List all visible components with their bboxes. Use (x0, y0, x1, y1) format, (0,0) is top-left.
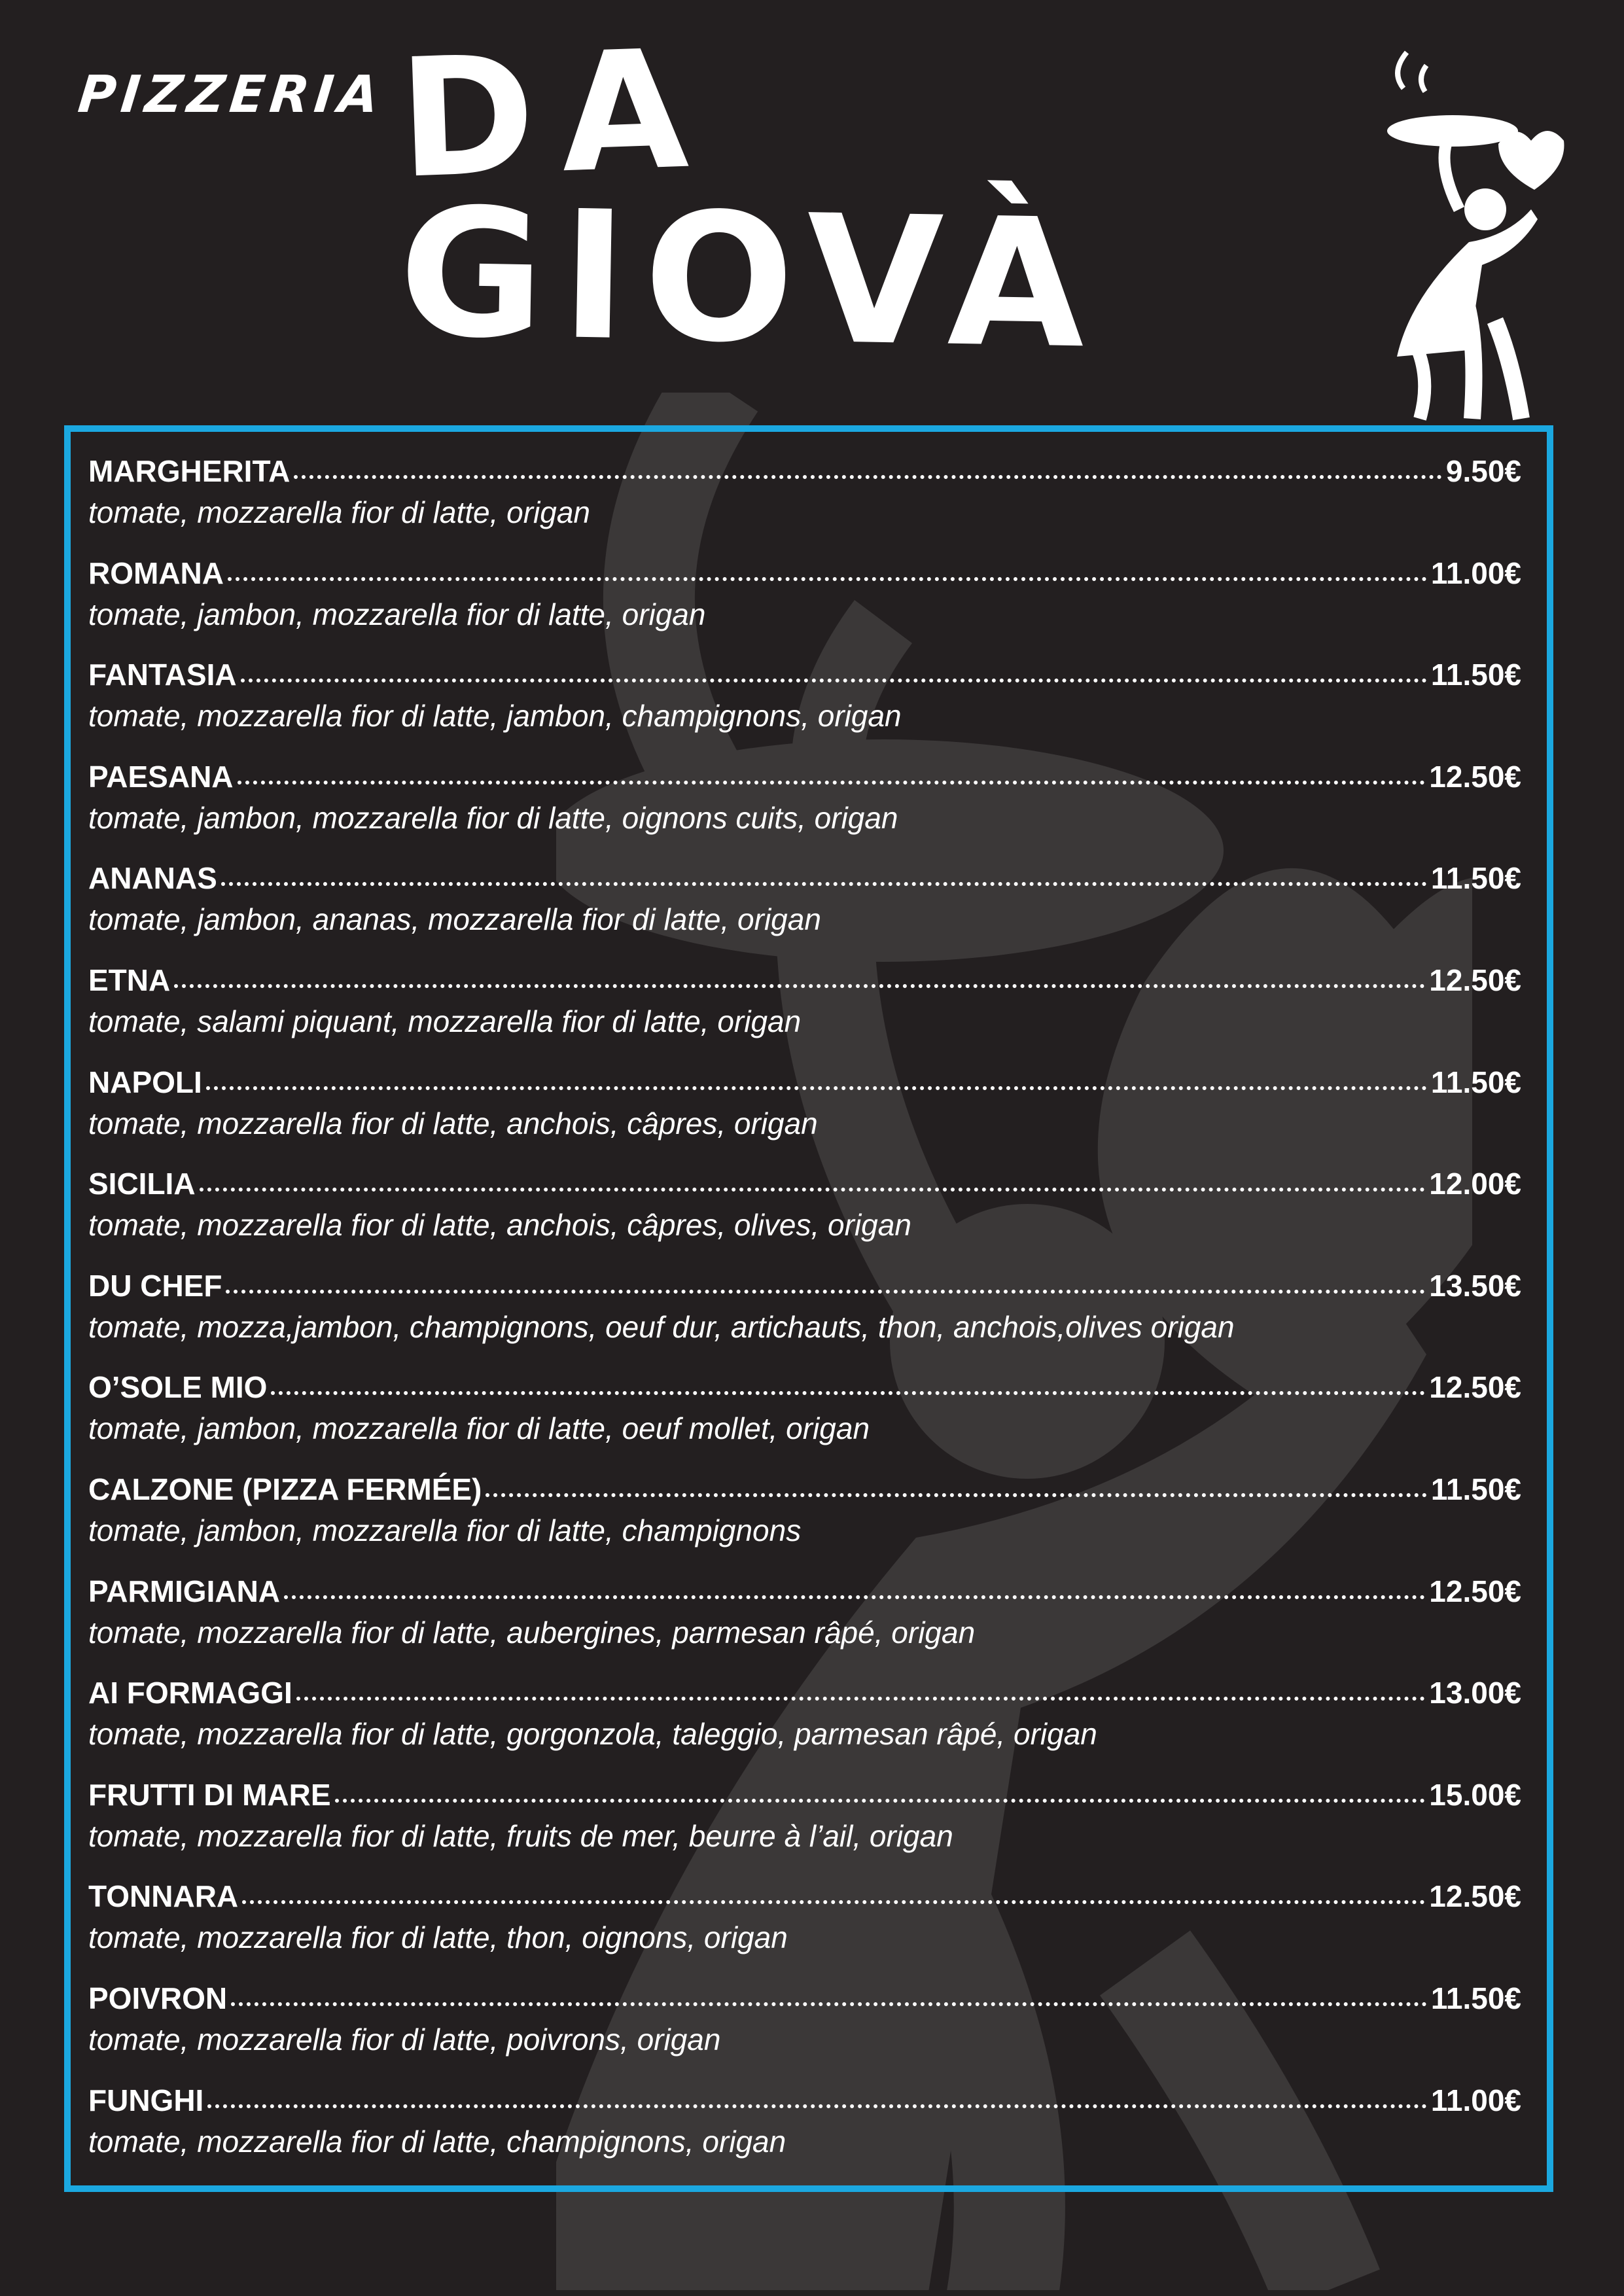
menu-item (88, 1369, 1528, 1472)
dot-leader (228, 577, 1427, 581)
dot-leader (485, 1493, 1426, 1497)
menu-item-price: 12.00€ (1429, 1167, 1521, 1201)
menu-item-name: PAESANA (88, 759, 234, 794)
menu-item-description: tomate, mozzarella fior di latte, anchois, câpres, olives, origan (88, 1208, 911, 1243)
menu-item-price: 12.50€ (1429, 759, 1521, 794)
menu-item (88, 759, 1528, 861)
menu-item-price: 12.50€ (1429, 1879, 1521, 1914)
menu-item-price: 11.50€ (1430, 1472, 1521, 1506)
dot-leader (238, 781, 1426, 785)
pizzeria-label: PIZZERIA (75, 65, 387, 124)
brand-title (395, 13, 1104, 388)
menu-item-description: tomate, salami piquant, mozzarella fior di latte, origan (88, 1004, 802, 1038)
menu-item-description: tomate, jambon, mozzarella fior di latte, champignons (88, 1513, 802, 1547)
menu-item-price: 11.00€ (1430, 2083, 1521, 2117)
menu-item-name: O’SOLE MIO (88, 1370, 268, 1405)
menu-item-description: tomate, mozzarella fior di latte, jambon, champignons, origan (88, 699, 902, 733)
menu-header (0, 0, 1624, 425)
menu-item-description: tomate, jambon, ananas, mozzarella fior di latte, origan (88, 902, 821, 937)
menu-item (88, 1879, 1528, 1981)
menu-item (88, 1981, 1528, 2083)
menu-item (88, 657, 1528, 759)
menu-item-name: MARGHERITA (88, 454, 291, 488)
menu-item (88, 963, 1528, 1065)
dot-leader (296, 1697, 1426, 1701)
dot-leader (335, 1799, 1426, 1803)
menu-item-name: TONNARA (88, 1879, 239, 1914)
menu-item-price: 11.00€ (1430, 556, 1521, 590)
menu-item (88, 1574, 1528, 1676)
dot-leader (174, 984, 1425, 988)
menu-item-name: POIVRON (88, 1981, 228, 2015)
menu-item-description: tomate, mozzarella fior di latte, poivrons, origan (88, 2022, 721, 2057)
menu-item-name: NAPOLI (88, 1065, 202, 1099)
menu-item-description: tomate, mozzarella fior di latte, champignons, origan (88, 2124, 786, 2159)
menu-item-name: SICILIA (88, 1167, 196, 1201)
menu-item-description: tomate, jambon, mozzarella fior di latte, oignons cuits, origan (88, 800, 898, 835)
menu-item-description: tomate, mozzarella fior di latte, aubergines, parmesan râpé, origan (88, 1615, 976, 1650)
menu-item-name: PARMIGIANA (88, 1574, 281, 1608)
menu-item-name: AI FORMAGGI (88, 1676, 292, 1710)
menu-item-name: DU CHEF (88, 1268, 222, 1303)
menu-item-price: 13.50€ (1429, 1268, 1521, 1303)
dot-leader (200, 1188, 1426, 1192)
menu-item-name: ANANAS (88, 861, 217, 896)
menu-item (88, 1777, 1528, 1879)
menu-item-price: 12.50€ (1429, 1370, 1521, 1405)
brand-title-line1: DA (395, 13, 717, 215)
menu-item (88, 1472, 1528, 1574)
pizza-menu-list (88, 453, 1528, 2184)
menu-item-name: ETNA (88, 963, 171, 997)
dot-leader (226, 1290, 1425, 1294)
dot-leader (241, 679, 1427, 682)
menu-item-price: 12.50€ (1429, 1574, 1521, 1608)
menu-item (88, 1065, 1528, 1167)
dot-leader (207, 2104, 1427, 2108)
menu-item-price: 15.00€ (1429, 1777, 1521, 1812)
menu-item-price: 13.00€ (1429, 1676, 1521, 1710)
menu-item (88, 1166, 1528, 1268)
menu-item-description: tomate, mozzarella fior di latte, gorgonzola, taleggio, parmesan râpé, origan (88, 1717, 1097, 1752)
menu-item-name: CALZONE (PIZZA FERMÉE) (88, 1472, 482, 1506)
menu-item-description: tomate, mozza,jambon, champignons, oeuf dur, artichauts, thon, anchois,olives origan (88, 1309, 1235, 1344)
dot-leader (242, 1900, 1425, 1904)
menu-item-price: 11.50€ (1430, 861, 1521, 896)
menu-item-price: 11.50€ (1430, 658, 1521, 692)
menu-item-description: tomate, mozzarella fior di latte, origan (88, 495, 591, 529)
brand-title-line2: GIOVÀ (397, 169, 1104, 388)
menu-item-description: tomate, mozzarella fior di latte, fruits de mer, beurre à l’ail, origan (88, 1818, 953, 1853)
pizza-chef-icon (1381, 46, 1577, 425)
menu-item-price: 9.50€ (1445, 454, 1521, 488)
menu-item-name: FRUTTI DI MARE (88, 1777, 331, 1812)
menu-item (88, 1268, 1528, 1370)
menu-item-description: tomate, jambon, mozzarella fior di latte, origan (88, 597, 706, 631)
menu-item-description: tomate, jambon, mozzarella fior di latte, oeuf mollet, origan (88, 1411, 870, 1446)
menu-item-name: FANTASIA (88, 658, 237, 692)
dot-leader (271, 1391, 1425, 1395)
menu-item (88, 1675, 1528, 1777)
menu-item (88, 2083, 1528, 2185)
menu-item (88, 453, 1528, 556)
dot-leader (221, 882, 1427, 886)
dot-leader (284, 1595, 1425, 1599)
menu-item (88, 860, 1528, 963)
menu-item-price: 12.50€ (1429, 963, 1521, 997)
menu-item-price: 11.50€ (1430, 1981, 1521, 2015)
menu-item-description: tomate, mozzarella fior di latte, thon, oignons, origan (88, 1920, 788, 1955)
dot-leader (206, 1086, 1427, 1090)
menu-item-name: ROMANA (88, 556, 224, 590)
dot-leader (294, 475, 1442, 479)
menu-item-description: tomate, mozzarella fior di latte, anchois, câpres, origan (88, 1106, 818, 1140)
dot-leader (231, 2002, 1427, 2006)
menu-item-name: FUNGHI (88, 2083, 204, 2117)
menu-item-price: 11.50€ (1430, 1065, 1521, 1099)
menu-item (88, 556, 1528, 658)
